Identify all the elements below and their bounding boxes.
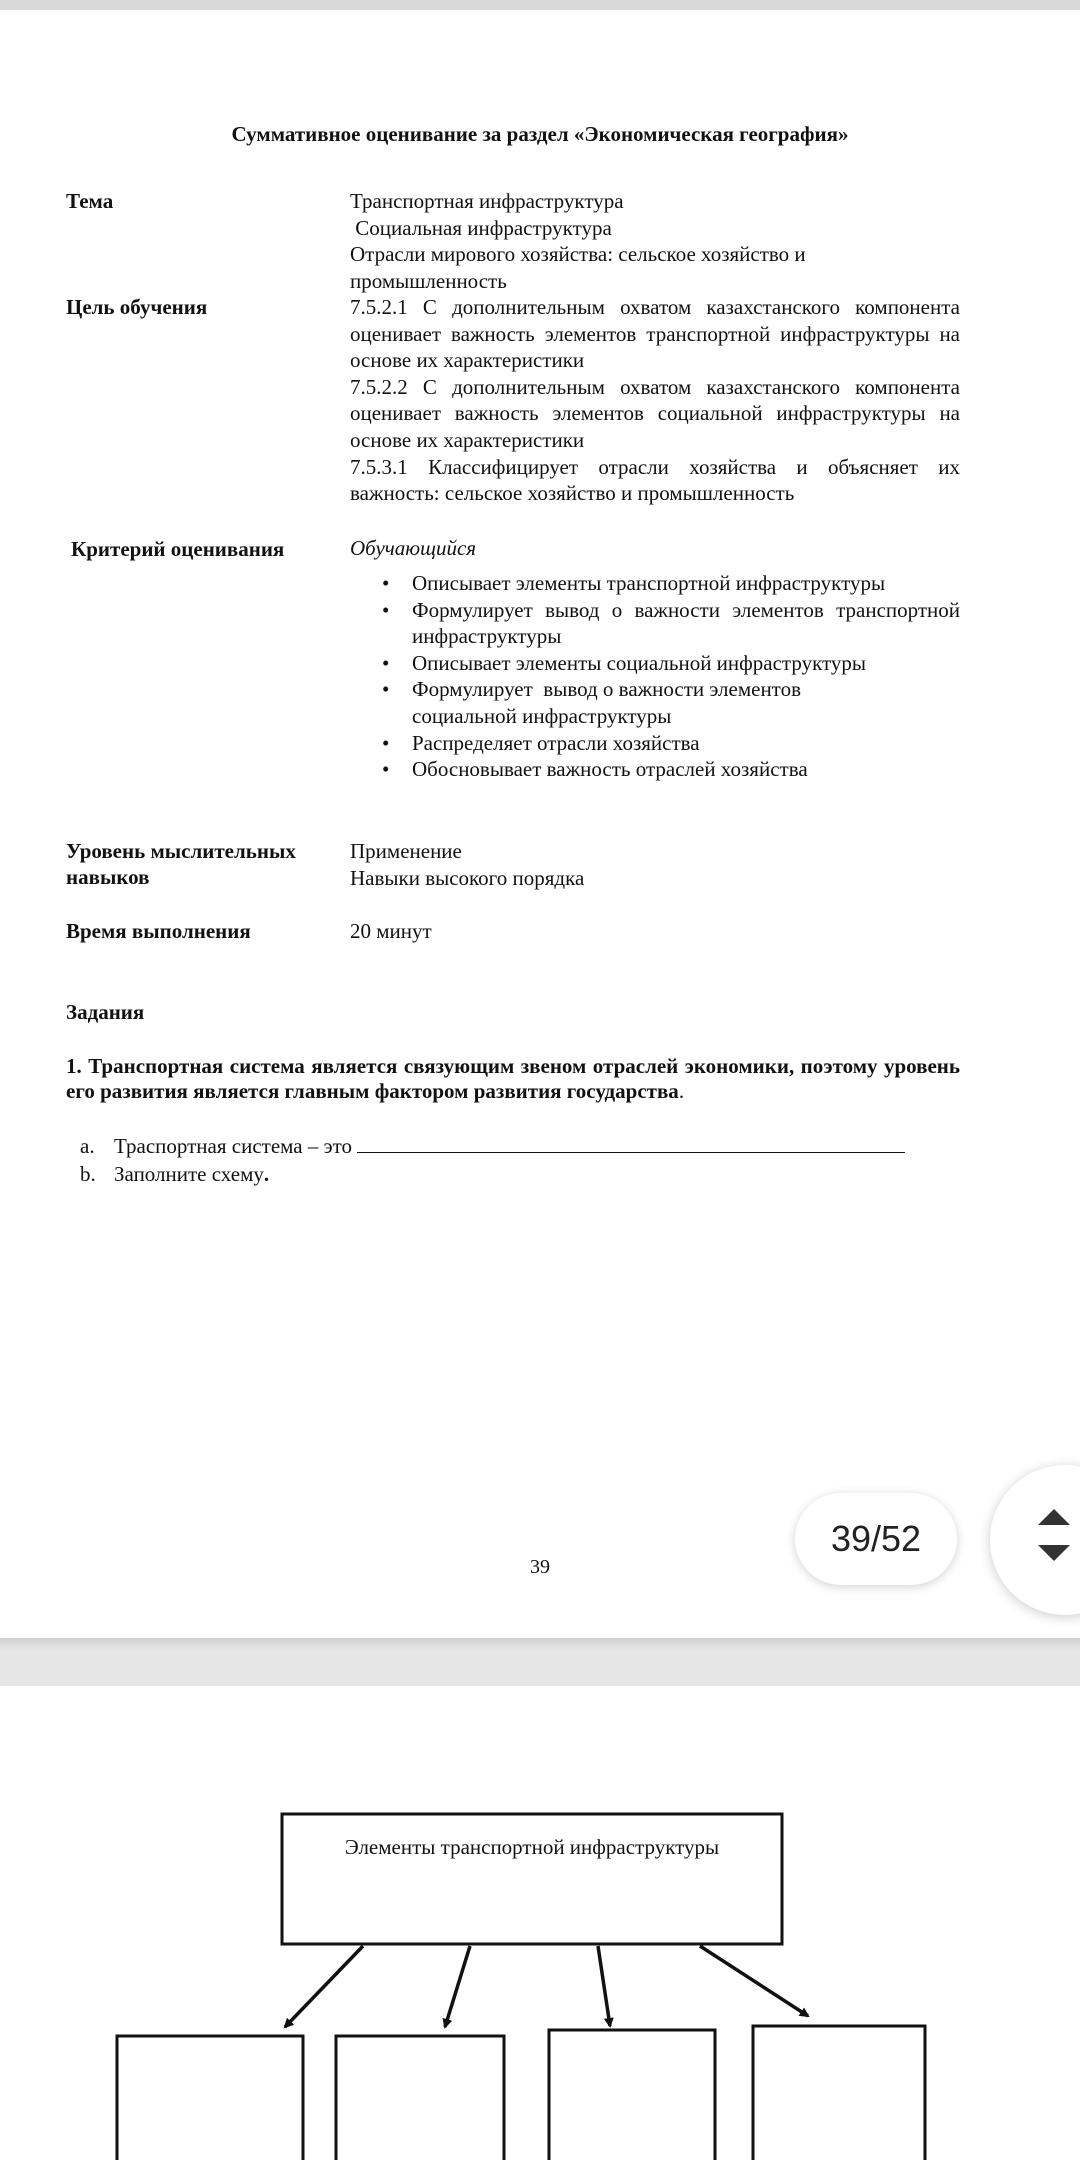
skills-value — [350, 838, 584, 891]
pdf-page-39 — [0, 10, 1080, 1638]
task-1b — [80, 1162, 269, 1187]
task-1b-end: . — [263, 1162, 270, 1186]
diagram-top-box — [282, 1814, 782, 1944]
answer-blank-line — [357, 1134, 905, 1153]
diagram-empty-box — [549, 2030, 715, 2160]
tasks-heading: Задания — [66, 1000, 145, 1024]
topic-line: Транспортная инфраструктура — [350, 189, 624, 213]
diagram-arrow — [445, 1946, 470, 2027]
topic-line: Отрасли мирового хозяйства: сельское хозяйство и — [350, 242, 806, 267]
skills-label — [66, 838, 296, 890]
goal-paragraph: 7.5.3.1 Классифицирует отрасли хозяйства и объясняет их важность: сельское хозяйство и промышленность — [350, 454, 960, 506]
criteria-label: Критерий оценивания — [71, 537, 285, 561]
task-1b-marker: b. — [80, 1162, 96, 1186]
skills-label-line: навыков — [66, 865, 150, 889]
topic-value — [350, 188, 806, 294]
viewer-top-edge — [0, 0, 1080, 10]
topic-label: Тема — [66, 189, 114, 213]
criteria-item-line: социальной инфраструктуры — [412, 703, 672, 728]
document-title: Суммативное оценивание за раздел «Экономическая география» — [231, 122, 849, 146]
task-1a — [80, 1134, 905, 1159]
page-number: 39 — [530, 1556, 550, 1578]
time-value: 20 минут — [350, 919, 432, 943]
criteria-item: • Описывает элементы транспортной инфраструктуры — [350, 570, 960, 597]
transport-diagram — [0, 1686, 1080, 2160]
goal-paragraph: 7.5.2.1 С дополнительным охватом казахстанского компонента оценивает важность элементов транспортной инфраструктуры на основе их характеристики — [350, 295, 960, 373]
pdf-page-40 — [0, 1686, 1080, 2160]
task-1-end: . — [678, 1079, 685, 1103]
page-separator — [0, 1638, 1080, 1650]
criteria-item — [350, 676, 960, 729]
criteria-list — [350, 570, 960, 783]
task-1a-text: Траспортная система – это — [114, 1134, 353, 1158]
scroll-down-icon — [1038, 1545, 1070, 1561]
skills-label-line: Уровень мыслительных — [66, 839, 296, 863]
diagram-arrow — [598, 1946, 610, 2026]
skills-value-line: Применение — [350, 839, 462, 863]
diagram-top-box-label: Элементы транспортной инфраструктуры — [344, 1835, 720, 1859]
diagram-arrow — [700, 1946, 808, 2016]
page-indicator[interactable]: 39/52 — [795, 1493, 957, 1585]
diagram-empty-box — [753, 2026, 925, 2160]
skills-value-line: Навыки высокого порядка — [350, 865, 585, 890]
goal-value — [350, 294, 960, 507]
topic-line: промышленность — [350, 268, 507, 293]
criteria-item: • Обосновывает важность отраслей хозяйства — [350, 756, 960, 783]
diagram-arrow — [285, 1946, 363, 2027]
criteria-item: • Формулирует вывод о важности элементов транспортной инфраструктуры — [350, 597, 960, 650]
task-1b-text: Заполните схему — [114, 1162, 264, 1186]
scroll-up-icon — [1038, 1509, 1070, 1525]
topic-line: Социальная инфраструктура — [350, 215, 612, 240]
criteria-item: • Распределяет отрасли хозяйства — [350, 730, 960, 757]
criteria-item-line: Формулирует вывод о важности элементов — [412, 677, 801, 702]
diagram-empty-box — [117, 2036, 303, 2160]
goal-paragraph: 7.5.2.2 С дополнительным охватом казахстанского компонента оценивает важность элементов социальной инфраструктуры на основе их характеристики — [350, 374, 960, 452]
criteria-item: • Описывает элементы социальной инфраструктуры — [350, 650, 960, 677]
task-1-text — [66, 1054, 960, 1104]
time-label: Время выполнения — [66, 919, 251, 943]
task-1a-marker: a. — [80, 1134, 95, 1158]
diagram-empty-box — [336, 2036, 504, 2160]
task-1-body: 1. Транспортная система является связующим звеном отраслей экономики, поэтому уровень его развития является главным фактором развития государства — [66, 1054, 960, 1103]
criteria-heading: Обучающийся — [350, 536, 477, 560]
goal-label: Цель обучения — [66, 295, 208, 319]
